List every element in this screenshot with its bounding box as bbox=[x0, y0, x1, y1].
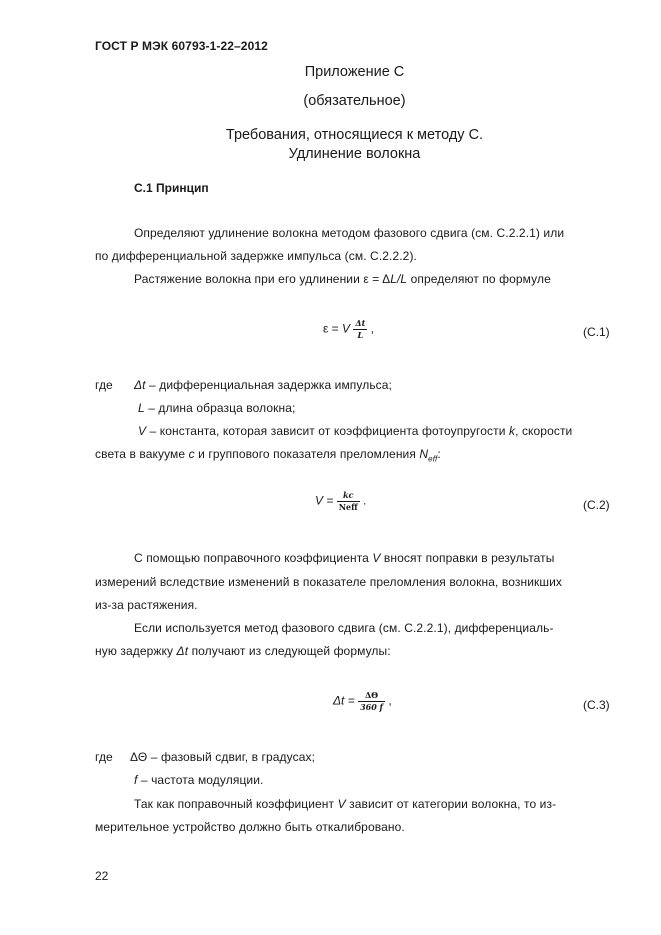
equation-c2 bbox=[315, 490, 366, 513]
paragraph-2-text-a: Растяжение волокна при его удлинении ε = Δ bbox=[134, 272, 391, 286]
eq3-numerator: ΔΘ bbox=[358, 690, 385, 702]
desc-f: – частота модуляции. bbox=[137, 773, 264, 787]
where-label-1: где bbox=[95, 378, 113, 392]
where-label-2: где bbox=[95, 750, 113, 764]
paragraph-1-line-2: по дифференциальной задержке импульса (см. С.2.2.2). bbox=[95, 249, 417, 263]
sym-delta-t: Δt bbox=[134, 378, 146, 392]
equation-c2-number: (С.2) bbox=[583, 498, 610, 512]
sym-L: L bbox=[138, 401, 145, 415]
eq1-denominator: L bbox=[357, 330, 364, 340]
paragraph-4-dt: Δt bbox=[176, 644, 189, 658]
subsection-title: С.1 Принцип bbox=[134, 181, 209, 195]
eq2-fraction bbox=[337, 490, 360, 513]
paragraph-3-line-1 bbox=[134, 551, 555, 565]
paragraph-5-b: зависит от категории волокна, то из- bbox=[345, 797, 557, 811]
desc-V-a: – константа, которая зависит от коэффициента фотоупругости bbox=[146, 424, 509, 438]
def-theta bbox=[130, 750, 315, 764]
paragraph-4-line-1: Если используется метод фазового сдвига (см. С.2.2.1), дифференциаль- bbox=[134, 621, 554, 635]
section-title-line-1: Требования, относящиеся к методу С. bbox=[225, 127, 484, 143]
paragraph-3-line-2: измерений вследствие изменений в показателе преломления волокна, возникших bbox=[95, 575, 562, 589]
eq3-lhs: Δt = bbox=[333, 693, 359, 708]
equation-c3 bbox=[333, 690, 392, 713]
def-V-line-2 bbox=[95, 447, 441, 463]
def-delta-t bbox=[134, 378, 392, 392]
paragraph-2-ratio: L/L bbox=[390, 272, 408, 286]
desc-theta: – фазовый сдвиг, в градусах; bbox=[147, 750, 316, 764]
eq2-denominator: Neff bbox=[338, 502, 358, 512]
sym-N-sub: eff bbox=[428, 454, 438, 464]
paragraph-3-line-3: из-за растяжения. bbox=[95, 598, 198, 612]
desc-L: – длина образца волокна; bbox=[144, 401, 296, 415]
eq3-tail: , bbox=[385, 693, 392, 708]
sym-N: N bbox=[419, 447, 429, 461]
eq1-tail: , bbox=[367, 321, 374, 336]
equation-c3-number: (С.3) bbox=[583, 698, 610, 712]
def-V-line-2-c: : bbox=[437, 447, 441, 461]
document-header: ГОСТ Р МЭК 60793-1-22–2012 bbox=[95, 39, 268, 53]
def-V-line-2-b: и группового показателя преломления bbox=[194, 447, 420, 461]
paragraph-4-a: ную задержку bbox=[95, 644, 177, 658]
section-title-line-2: Удлинение волокна bbox=[288, 146, 421, 162]
eq2-lhs: V = bbox=[315, 493, 337, 508]
paragraph-5-line-1 bbox=[134, 797, 556, 811]
equation-c1 bbox=[323, 318, 374, 341]
def-f bbox=[134, 773, 263, 787]
eq1-fraction bbox=[353, 318, 367, 341]
eq1-lhs: ε = bbox=[323, 321, 343, 336]
sym-delta-theta: ΔΘ bbox=[130, 750, 148, 764]
sym-V: V bbox=[138, 424, 147, 438]
def-V-line-2-a: света в вакууме bbox=[95, 447, 189, 461]
sym-f: f bbox=[134, 773, 138, 787]
paragraph-5-a: Так как поправочный коэффициент bbox=[134, 797, 338, 811]
page-number: 22 bbox=[95, 869, 109, 883]
paragraph-3-b: вносят поправки в результаты bbox=[380, 551, 555, 565]
eq2-tail: . bbox=[359, 493, 367, 508]
sym-c: c bbox=[188, 447, 195, 461]
appendix-title: Приложение С bbox=[304, 64, 405, 80]
paragraph-2 bbox=[134, 272, 551, 286]
paragraph-1-line-1: Определяют удлинение волокна методом фазового сдвига (см. С.2.2.1) или bbox=[134, 226, 565, 240]
paragraph-3-V: V bbox=[372, 551, 381, 565]
eq3-denominator: 360 f bbox=[360, 702, 383, 712]
appendix-status: (обязательное) bbox=[303, 93, 406, 109]
def-L bbox=[138, 401, 295, 415]
equation-c1-number: (С.1) bbox=[583, 325, 610, 339]
eq1-numerator: Δt bbox=[355, 318, 366, 328]
paragraph-2-text-b: определяют по формуле bbox=[407, 272, 551, 286]
eq3-fraction bbox=[358, 690, 385, 713]
sym-k: k bbox=[508, 424, 516, 438]
desc-V-b: , скорости bbox=[515, 424, 573, 438]
eq2-numerator: kc bbox=[337, 490, 360, 502]
desc-delta-t: – дифференциальная задержка импульса; bbox=[145, 378, 392, 392]
def-V bbox=[138, 424, 572, 438]
paragraph-5-V: V bbox=[337, 797, 346, 811]
paragraph-4-b: получают из следующей формулы: bbox=[188, 644, 391, 658]
paragraph-3-a: С помощью поправочного коэффициента bbox=[134, 551, 373, 565]
paragraph-4-line-2 bbox=[95, 644, 391, 658]
eq1-v: V bbox=[342, 321, 351, 336]
paragraph-5-line-2: мерительное устройство должно быть откалибровано. bbox=[95, 820, 405, 834]
